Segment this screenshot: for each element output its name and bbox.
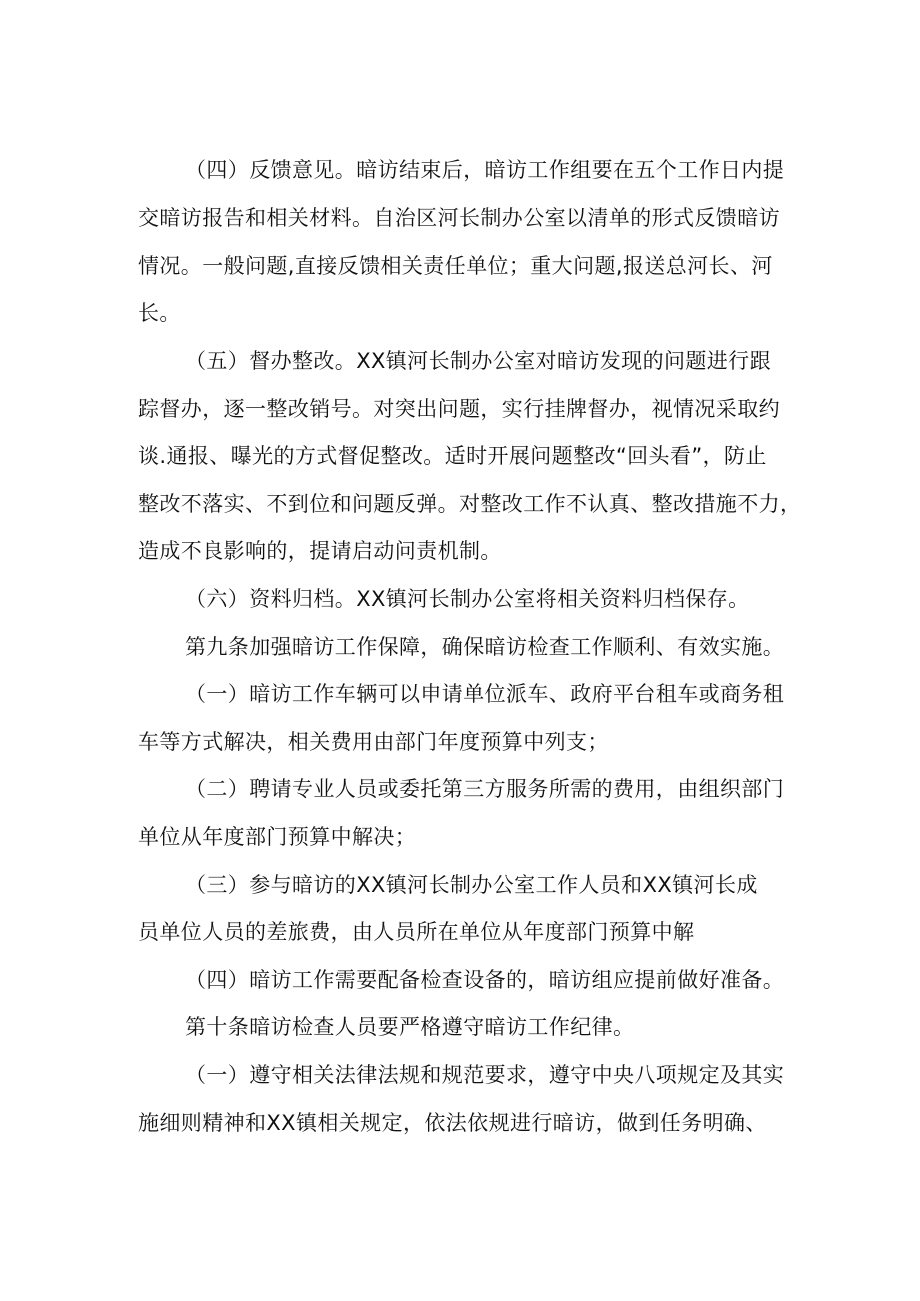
text-line: 施细则精神和XX镇相关规定，依法依规进行暗访，做到任务明确、 <box>138 1111 767 1135</box>
text-line: 单位从年度部门预算中解决； <box>138 825 417 849</box>
text-line: 长。 <box>138 301 181 325</box>
text-line: （四）暗访工作需要配备检查设备的，暗访组应提前做好准备。 <box>185 968 785 992</box>
text-line: （一）暗访工作车辆可以申请单位派车、政府平台租车或商务租 <box>185 682 785 706</box>
text-line: 踪督办，逐一整改销号。对突出问题，实行挂牌督办，视情况采取约 <box>138 397 780 421</box>
text-line: 谈.通报、曝光的方式督促整改。适时开展问题整改“回头看”，防止 <box>138 444 767 468</box>
text-line: （六）资料归档。XX镇河长制办公室将相关资料归档保存。 <box>185 587 750 611</box>
text-line: （五）督办整改。XX镇河长制办公室对暗访发现的问题进行跟 <box>185 349 771 373</box>
text-line: （一）遵守相关法律法规和规范要求，遵守中央八项规定及其实 <box>185 1063 785 1087</box>
section-heading: 第九条加强暗访工作保障，确保暗访检查工作顺利、有效实施。 <box>185 635 785 659</box>
text-line: 车等方式解决，相关费用由部门年度预算中列支； <box>138 730 609 754</box>
text-line: （四）反馈意见。暗访结束后，暗访工作组要在五个工作日内提 <box>185 158 785 182</box>
text-line: （二）聘请专业人员或委托第三方服务所需的费用，由组织部门 <box>185 777 785 801</box>
text-line: （三）参与暗访的XX镇河长制办公室工作人员和XX镇河长成 <box>185 873 758 897</box>
text-line: 造成不良影响的，提请启动问责机制。 <box>138 539 502 563</box>
section-heading: 第十条暗访检查人员要严格遵守暗访工作纪律。 <box>185 1015 635 1039</box>
text-line: 员单位人员的差旅费，由人员所在单位从年度部门预算中解 <box>138 920 695 944</box>
text-line: 整改不落实、不到位和问题反弹。对整改工作不认真、整改措施不力， <box>138 492 802 516</box>
text-line: 交暗访报告和相关材料。自治区河长制办公室以清单的形式反馈暗访 <box>138 206 780 230</box>
text-line: 情况。一般问题,直接反馈相关责任单位；重大问题,报送总河长、河 <box>138 254 773 278</box>
